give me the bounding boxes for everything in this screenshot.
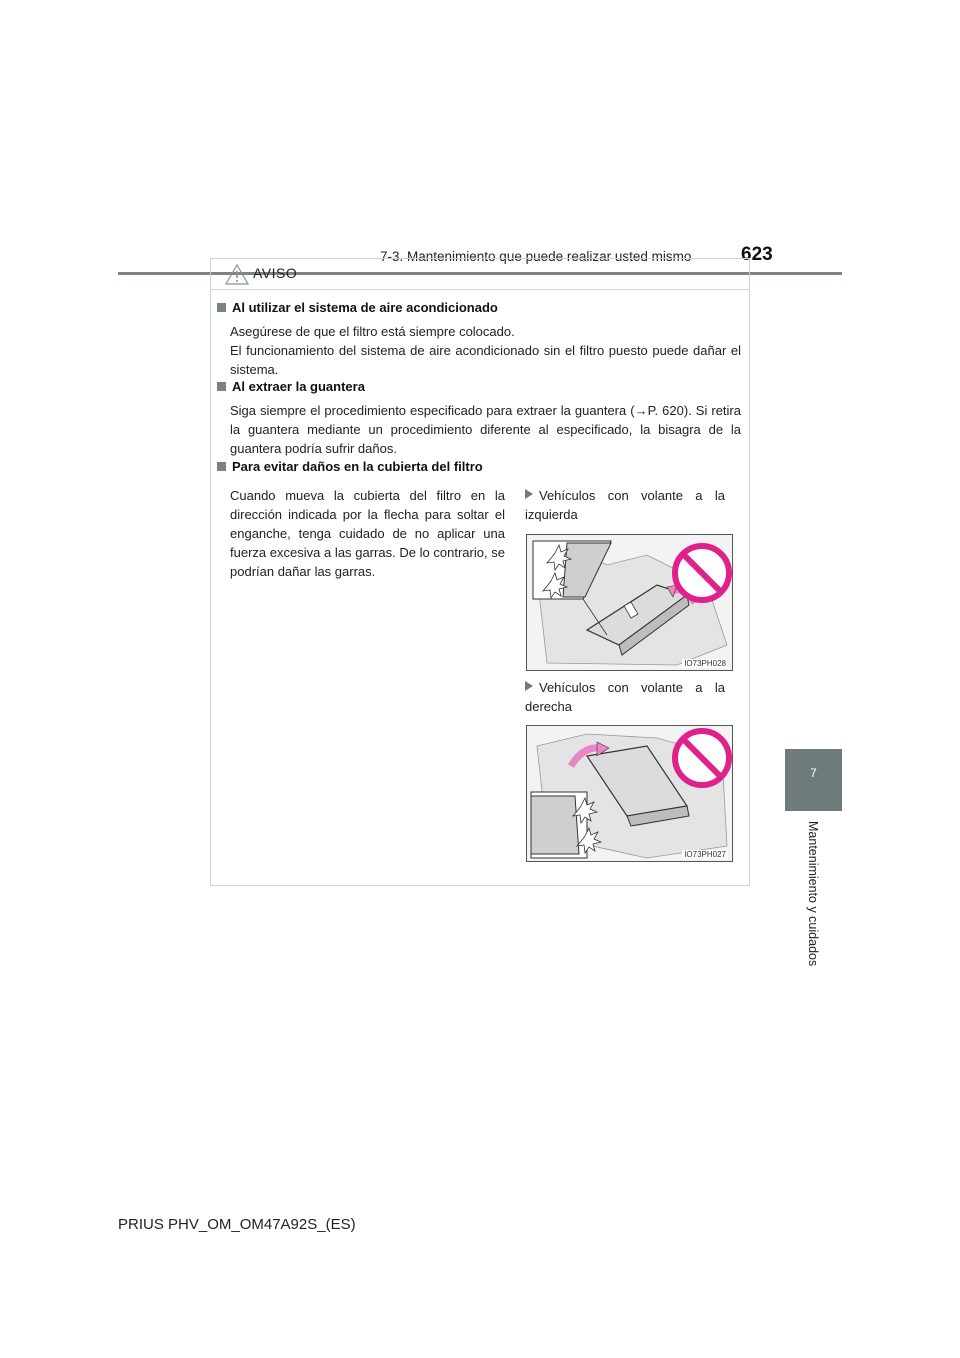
arrow-bullet-icon bbox=[525, 681, 533, 691]
page-number: 623 bbox=[741, 244, 773, 265]
item-body-air-conditioning bbox=[230, 322, 741, 379]
section-title: 7-3. Mantenimiento que puede realizar usted mismo bbox=[380, 249, 692, 264]
item-heading-glove-box: Al extraer la guantera bbox=[217, 379, 365, 394]
warning-title: AVISO bbox=[253, 265, 298, 281]
warning-triangle-icon bbox=[225, 264, 249, 290]
item-body-glove-box bbox=[230, 401, 741, 458]
warning-box bbox=[210, 258, 750, 886]
figure-left-hand-drive bbox=[526, 534, 733, 671]
figure-right-hand-drive bbox=[526, 725, 733, 862]
warning-header bbox=[211, 259, 749, 290]
filter-cover-illustration-lhd bbox=[527, 535, 732, 670]
figure-caption-right-hand-drive: Vehículos con volante a la derecha bbox=[525, 680, 725, 714]
figure-code: IO73PH027 bbox=[684, 850, 726, 859]
chapter-tab bbox=[785, 749, 842, 811]
body-line: Asegúrese de que el filtro está siempre colocado. bbox=[230, 324, 515, 339]
body-line: Siga siempre el procedimiento especificado para extraer la guantera (→P. 620). Si retira la guantera mediante un procedimiento diferente al especificado, la bisagra de la guantera podría sufrir daños. bbox=[230, 403, 741, 456]
item-body-filter-cover: Cuando mueva la cubierta del filtro en la dirección indicada por la flecha para soltar el enganche, tenga cuidado de no aplicar una fuerza excesiva a las garras. De lo contrario, se podrían dañar las garras. bbox=[230, 488, 505, 579]
bullet-square-icon bbox=[217, 462, 226, 471]
chapter-number: 7 bbox=[810, 766, 817, 780]
filter-cover-illustration-rhd bbox=[527, 726, 732, 861]
chapter-title: Mantenimiento y cuidados bbox=[806, 821, 820, 967]
figure-code: IO73PH028 bbox=[684, 659, 726, 668]
body-line: El funcionamiento del sistema de aire acondicionado sin el filtro puesto puede dañar el sistema. bbox=[230, 343, 741, 377]
document-id: PRIUS PHV_OM_OM47A92S_(ES) bbox=[118, 1216, 356, 1233]
bullet-square-icon bbox=[217, 382, 226, 391]
bullet-square-icon bbox=[217, 303, 226, 312]
figure-caption-left-hand-drive: Vehículos con volante a la izquierda bbox=[525, 488, 725, 522]
item-heading-air-conditioning: Al utilizar el sistema de aire acondicionado bbox=[217, 300, 498, 315]
arrow-bullet-icon bbox=[525, 489, 533, 499]
item-heading-filter-cover: Para evitar daños en la cubierta del filtro bbox=[217, 459, 483, 474]
